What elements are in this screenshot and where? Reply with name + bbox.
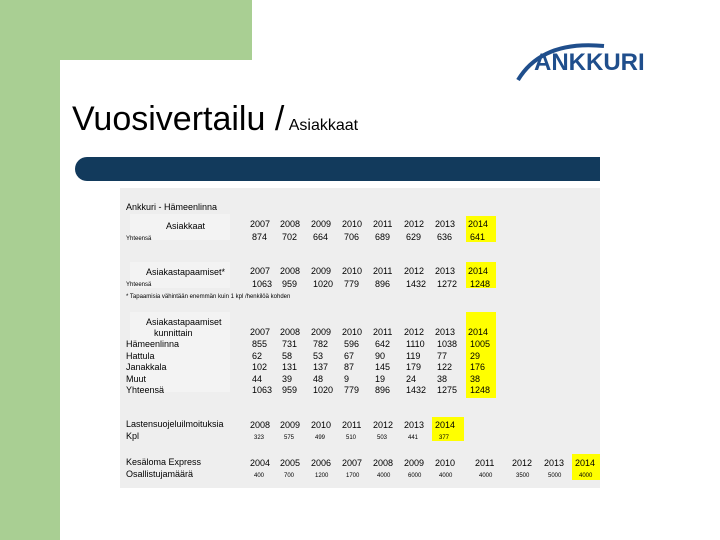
slide-title <box>72 100 358 139</box>
table-cell: 1272 <box>437 279 458 289</box>
table-cell: 503 <box>377 435 388 441</box>
year-header: 2013 <box>435 266 456 276</box>
table-cell: 38 <box>470 373 481 384</box>
section1-row-label: Yhteensä <box>126 236 152 242</box>
table-cell: 1038 <box>437 339 458 349</box>
table-cell: 959 <box>282 279 298 289</box>
table-cell: 6000 <box>408 473 422 479</box>
year-header: 2007 <box>250 327 271 337</box>
year-header: 2010 <box>342 219 363 229</box>
year-header: 2012 <box>404 266 425 276</box>
year-header: 2004 <box>250 458 271 468</box>
table-cell: 636 <box>437 232 453 242</box>
section4-label: Lastensuojeluilmoituksia <box>126 419 224 429</box>
table-cell: 664 <box>313 232 329 242</box>
table-cell: 77 <box>437 350 448 361</box>
table-cell: 4000 <box>439 473 453 479</box>
table-cell: 1432 <box>406 279 427 289</box>
table-cell: 377 <box>439 435 450 441</box>
section3-label: kunnittain <box>154 328 193 338</box>
section5-label: Osallistujamäärä <box>126 469 194 479</box>
section4-label: Kpl <box>126 431 140 441</box>
year-header: 2011 <box>342 420 362 430</box>
row-label: Janakkala <box>126 362 167 372</box>
table-cell: 1110 <box>406 339 425 349</box>
table-cell: 1248 <box>470 385 491 395</box>
table-cell: 1063 <box>252 279 273 289</box>
year-header: 2014 <box>468 266 489 276</box>
table-cell: 44 <box>252 373 263 384</box>
section2-label: Asiakastapaamiset* <box>146 267 226 277</box>
row-label: Hattula <box>126 350 155 361</box>
footnote: * Tapaamisia vähintään enemmän kuin 1 kpl /henkilöä kohden <box>126 294 291 300</box>
section1-label: Asiakkaat <box>166 221 206 231</box>
logo-text: ANKKURI <box>534 49 645 76</box>
table-cell: 1005 <box>470 339 491 349</box>
year-header: 2009 <box>311 327 332 337</box>
year-header: 2010 <box>435 458 456 468</box>
section2-row-label: Yhteensä <box>126 282 152 288</box>
year-header: 2011 <box>373 327 393 337</box>
table-cell: 3500 <box>516 473 530 479</box>
row-label: Hämeenlinna <box>126 339 180 349</box>
year-header: 2012 <box>373 420 394 430</box>
table-cell: 323 <box>254 435 265 441</box>
table-cell: 1063 <box>252 385 273 395</box>
table-cell: 137 <box>313 362 329 372</box>
table-cell: 9 <box>344 373 350 384</box>
table-cell: 779 <box>344 279 360 289</box>
table-cell: 706 <box>344 232 360 242</box>
table-cell: 855 <box>252 339 268 349</box>
year-header: 2012 <box>404 219 425 229</box>
table-cell: 629 <box>406 232 422 242</box>
year-header: 2010 <box>311 420 332 430</box>
year-header: 2013 <box>544 458 565 468</box>
table-cell: 702 <box>282 232 298 242</box>
year-header: 2014 <box>468 327 489 337</box>
year-header: 2008 <box>250 420 271 430</box>
table-cell: 896 <box>375 279 391 289</box>
table-cell: 959 <box>282 385 298 395</box>
table-header: Ankkuri - Hämeenlinna <box>126 202 218 212</box>
year-header: 2007 <box>250 219 271 229</box>
table-cell: 53 <box>313 350 324 361</box>
table-cell: 700 <box>284 473 295 479</box>
title-bar <box>75 157 600 181</box>
table-cell: 1020 <box>313 279 334 289</box>
year-header: 2013 <box>435 219 456 229</box>
table-cell: 1248 <box>470 279 491 289</box>
table-cell: 642 <box>375 339 391 349</box>
year-header: 2008 <box>280 266 301 276</box>
left-green-band <box>0 0 60 540</box>
section5-label: Kesäloma Express <box>126 457 202 467</box>
table-cell: 4000 <box>579 473 593 479</box>
section3-label: Asiakastapaamiset <box>146 317 222 327</box>
table-cell: 4000 <box>377 473 391 479</box>
table-cell: 575 <box>284 435 295 441</box>
table-cell: 19 <box>375 373 386 384</box>
year-header: 2011 <box>475 458 495 468</box>
table-cell: 131 <box>282 362 298 372</box>
table-cell: 122 <box>437 362 453 372</box>
table-cell: 38 <box>437 373 448 384</box>
table-cell: 1275 <box>437 385 458 395</box>
year-header: 2012 <box>512 458 533 468</box>
table-cell: 5000 <box>548 473 562 479</box>
year-header: 2007 <box>342 458 363 468</box>
year-header: 2005 <box>280 458 301 468</box>
table-cell: 499 <box>315 435 326 441</box>
year-header: 2007 <box>250 266 271 276</box>
slide-corner <box>60 60 100 100</box>
year-header: 2009 <box>280 420 301 430</box>
table-cell: 62 <box>252 350 263 361</box>
table-cell: 641 <box>470 232 486 242</box>
table-cell: 67 <box>344 350 355 361</box>
year-header: 2014 <box>468 219 489 229</box>
table-cell: 400 <box>254 473 265 479</box>
table-cell: 145 <box>375 362 391 372</box>
table-cell: 48 <box>313 373 324 384</box>
table-cell: 782 <box>313 339 329 349</box>
year-header: 2013 <box>435 327 456 337</box>
year-header: 2013 <box>404 420 425 430</box>
data-table <box>120 188 600 488</box>
year-header: 2011 <box>373 266 393 276</box>
table-cell: 176 <box>470 362 486 372</box>
year-header: 2014 <box>575 458 596 468</box>
title-sub: Asiakkaat <box>288 117 359 134</box>
table-cell: 119 <box>406 350 421 361</box>
year-header: 2014 <box>435 420 456 430</box>
table-cell: 39 <box>282 373 293 384</box>
year-header: 2011 <box>373 219 393 229</box>
table-cell: 90 <box>375 350 386 361</box>
year-header: 2008 <box>373 458 394 468</box>
table-cell: 689 <box>375 232 391 242</box>
table-cell: 1020 <box>313 385 334 395</box>
year-header: 2008 <box>280 327 301 337</box>
table-cell: 24 <box>406 373 417 384</box>
year-header: 2009 <box>311 219 332 229</box>
table-cell: 58 <box>282 350 293 361</box>
row-label: Yhteensä <box>126 385 165 395</box>
year-header: 2010 <box>342 327 363 337</box>
table-cell: 102 <box>252 362 268 372</box>
table-cell: 1200 <box>315 473 329 479</box>
table-cell: 4000 <box>479 473 493 479</box>
year-header: 2008 <box>280 219 301 229</box>
title-main: Vuosivertailu / <box>72 100 285 138</box>
table-cell: 874 <box>252 232 268 242</box>
table-cell: 29 <box>470 350 481 361</box>
top-green-tab <box>60 0 252 60</box>
table-cell: 87 <box>344 362 355 372</box>
ankkuri-logo <box>512 36 672 86</box>
table-cell: 441 <box>408 435 419 441</box>
table-cell: 1700 <box>346 473 360 479</box>
year-header: 2006 <box>311 458 332 468</box>
table-cell: 1432 <box>406 385 427 395</box>
table-cell: 731 <box>282 339 298 349</box>
year-header: 2009 <box>404 458 425 468</box>
year-header: 2009 <box>311 266 332 276</box>
table-cell: 779 <box>344 385 360 395</box>
table-cell: 510 <box>346 435 357 441</box>
year-header: 2012 <box>404 327 425 337</box>
year-header: 2010 <box>342 266 363 276</box>
table-cell: 179 <box>406 362 422 372</box>
table-cell: 896 <box>375 385 391 395</box>
row-label: Muut <box>126 373 147 384</box>
table-cell: 596 <box>344 339 360 349</box>
